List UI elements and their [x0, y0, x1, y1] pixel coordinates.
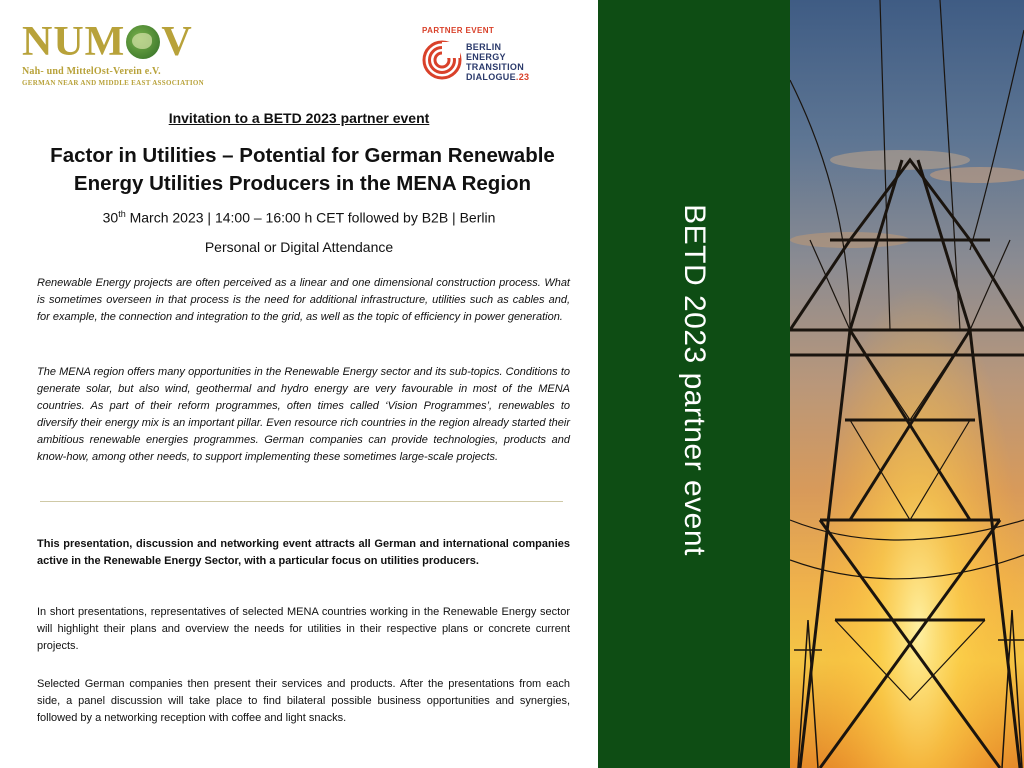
betd-line-1: BERLIN	[466, 42, 502, 52]
date-ordinal: th	[118, 209, 126, 219]
globe-icon	[126, 25, 160, 59]
betd-wordmark	[466, 42, 529, 82]
numov-logo	[22, 20, 202, 90]
betd-year-suffix: .23	[515, 72, 530, 82]
highlight-paragraph: This presentation, discussion and networking event attracts all German and international companies active in the Renewable Energy Sector, with a particular focus on utilities producers.	[37, 538, 570, 567]
numov-subtitle: Nah- und MittelOst-Verein e.V.	[22, 66, 161, 77]
intro-paragraph-2: The MENA region offers many opportunities in the Renewable Energy sector and its sub-topics. Conditions to generate solar, but also wind, geothermal and hydro energy are very favourable in most of the MENA countries. As part of their reform programmes, often times called ‘Vision Programmes’, renewables to diversify their energy mix is an important pillar. Even resource rich countries in the region already started their ambitious renewable energies programmes. German companies can provide technologies, products and know-how, among other needs, to support implementing these sometimes large-scale projects.	[37, 366, 570, 463]
intro-paragraph-1: Renewable Energy projects are often perceived as a linear and one dimensional construction process. What is sometimes overseen in that process is the need for additional infrastructure, utilities such as cables and, for example, the connection and integration to the grid, as well as the topic of efficiency in power generation.	[37, 277, 570, 323]
betd-line-3: TRANSITION	[466, 62, 524, 72]
date-details: March 2023 | 14:00 – 16:00 h CET followed by B2B | Berlin	[125, 209, 496, 226]
numov-word-right: V	[161, 19, 193, 65]
numov-tagline: GERMAN NEAR AND MIDDLE EAST ASSOCIATION	[22, 79, 204, 87]
section-divider	[40, 501, 563, 502]
betd-line-2: ENERGY	[466, 52, 506, 62]
betd-swirl-icon	[422, 40, 462, 80]
side-band-text: BETD 2023 partner event	[678, 204, 711, 556]
attendance-mode: Personal or Digital Attendance	[204, 239, 394, 255]
betd-partner-logo	[422, 26, 572, 86]
betd-line-4: DIALOGUE	[466, 72, 516, 82]
date-day: 30	[102, 209, 119, 226]
pylon-silhouette-icon	[790, 0, 1024, 768]
detail-paragraph-2: Selected German companies then present their services and products. After the presentations from each side, a panel discussion will take place to find bilateral possible business opportunities and synergies, followed by a networking reception with coffee and light snacks.	[37, 678, 570, 724]
pylon-photo	[790, 0, 1024, 768]
partner-event-label: PARTNER EVENT	[422, 26, 495, 35]
invitation-heading: Invitation to a BETD 2023 partner event	[168, 110, 430, 126]
detail-paragraph-1: In short presentations, representatives of selected MENA countries working in the Renewable Energy sector will highlight their plans and overview the needs for utilities in their respective plans or concrete current projects.	[37, 606, 570, 652]
event-date	[0, 209, 598, 226]
numov-wordmark	[22, 20, 193, 64]
numov-word-left: NUM	[22, 19, 126, 65]
event-title: Factor in Utilities – Potential for German Renewable Energy Utilities Producers in the MENA Region	[50, 144, 555, 195]
